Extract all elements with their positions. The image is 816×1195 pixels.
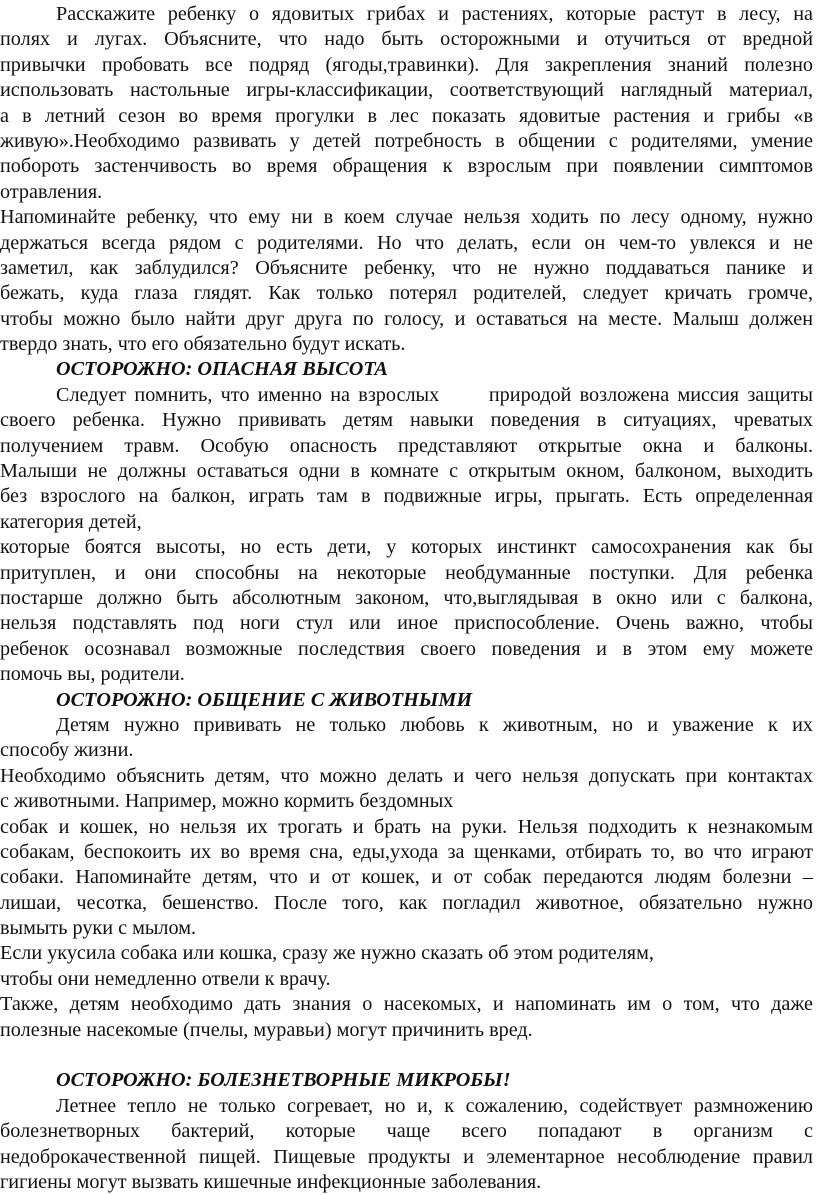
text-line: отравления. xyxy=(0,180,103,203)
text-line: недоброкачественной пищей. Пищевые продукты и элементарное несоблюдение правил xyxy=(0,1145,813,1168)
text-line: Расскажите ребенку о ядовитых грибах и растениях, которые растут в лесу, на xyxy=(56,3,813,25)
text-line: Напоминайте ребенку, что ему ни в коем случае нельзя ходить по лесу одному, нужно xyxy=(0,206,813,229)
text-line: собакам, беспокоить их во время сна, еды,ухода за щенками, отбирать то, во что играют xyxy=(0,840,813,863)
section-heading: ОСТОРОЖНО: БОЛЕЗНЕТВОРНЫЕ МИКРОБЫ! xyxy=(56,1069,511,1092)
text-line: с животными. Например, можно кормить бездомных xyxy=(0,790,454,813)
text-line: ребенок осознавал возможные последствия своего поведения и в этом ему можете xyxy=(0,637,813,660)
intro-paragraph xyxy=(0,2,816,205)
text-line: собак и кошек, но нельзя их трогать и брать на руки. Нельзя подходить к незнакомым xyxy=(0,815,813,838)
text-line: бежать, куда глаза глядят. Как только потерял родителей, следует кричать громче, xyxy=(0,282,813,305)
section-heading: ОСТОРОЖНО: ОБЩЕНИЕ С ЖИВОТНЫМИ xyxy=(56,688,473,711)
text-line: твердо знать, что его обязательно будут искать. xyxy=(0,333,406,356)
text-line: Если укусила собака или кошка, сразу же нужно сказать об этом родителям, xyxy=(0,942,654,965)
text-line: своего ребенка. Нужно прививать детям навыки поведения в ситуациях, чреватых xyxy=(0,409,813,432)
text-line: способу жизни. xyxy=(0,739,134,762)
section-heading: ОСТОРОЖНО: ОПАСНАЯ ВЫСОТА xyxy=(56,358,388,381)
text-line: полезные насекомые (пчелы, муравьи) могут причинить вред. xyxy=(0,1018,533,1041)
text-line: чтобы они немедленно отвели к врачу. xyxy=(0,967,331,990)
text-line: нельзя подставлять под ноги стул или иное приспособление. Очень важно, чтобы xyxy=(0,612,813,635)
text-line: а в летний сезон во время прогулки в лес показать ядовитые растения и грибы «в xyxy=(0,104,813,127)
text-line: Детям нужно прививать не только любовь к животным, но и уважение к их xyxy=(56,713,813,736)
text-line: болезнетворных бактерий, которые чаще всего попадают в организм с xyxy=(0,1120,813,1143)
text-line: чтобы можно было найти друг друга по голосу, и оставаться на месте. Малыш должен xyxy=(0,307,813,330)
text-line: которые боятся высоты, но есть дети, у которых инстинкт самосохранения как бы xyxy=(0,536,813,559)
animals-section xyxy=(0,688,816,1043)
text-line: Также, детям необходимо дать знания о насекомых, и напоминать им о том, что даже xyxy=(0,993,813,1016)
text-line: притуплен, и они способны на некоторые необдуманные поступки. Для ребенка xyxy=(0,561,813,584)
text-line: категория детей, xyxy=(0,510,142,533)
text-line: заметил, как заблудился? Объясните ребенку, что не нужно поддаваться панике и xyxy=(0,256,813,279)
height-section xyxy=(0,357,816,687)
text-line: Следует помнить, что именно на взрослых природой возложена миссия защиты xyxy=(56,383,813,406)
text-line: помочь вы, родители. xyxy=(0,663,185,686)
text-line: вымыть руки с мылом. xyxy=(0,917,197,940)
blank-line xyxy=(0,1043,816,1068)
text-line: побороть застенчивость во время обращения к взрослым при появлении симптомов xyxy=(0,155,813,178)
text-line: без взрослого на балкон, играть там в подвижные игры, прыгать. Есть определенная xyxy=(0,485,813,508)
microbes-section xyxy=(0,1068,816,1195)
text-line: живую».Необходимо развивать у детей потребность в общении с родителями, умение xyxy=(0,129,813,152)
text-line: получением травм. Особую опасность представляют открытые окна и балконы. xyxy=(0,434,813,457)
text-line: Малыши не должны оставаться одни в комнате с открытым окном, балконом, выходить xyxy=(0,460,813,483)
text-line: привычки пробовать все подряд (ягоды,травинки). Для закрепления знаний полезно xyxy=(0,53,813,76)
lost-in-forest-paragraph xyxy=(0,205,816,357)
text-line: лишаи, чесотка, бешенство. После того, как погладил животное, обязательно нужно xyxy=(0,891,813,914)
text-line: гигиены могут вызвать кишечные инфекционные заболевания. xyxy=(0,1170,542,1193)
text-line: держаться всегда рядом с родителями. Но что делать, если он чем-то увлекся и не xyxy=(0,231,813,254)
text-line: постарше должно быть абсолютным законом, что,выглядывая в окно или с балкона, xyxy=(0,586,813,609)
text-line: использовать настольные игры-классификации, соответствующий наглядный материал, xyxy=(0,79,813,102)
text-line: полях и лугах. Объясните, что надо быть осторожными и отучиться от вредной xyxy=(0,28,813,51)
text-line: собаки. Напоминайте детям, что и от кошек, и от собак передаются людям болезни – xyxy=(0,866,813,889)
text-line: Летнее тепло не только согревает, но и, к сожалению, содействует размножению xyxy=(56,1094,813,1117)
text-line: Необходимо объяснить детям, что можно делать и чего нельзя допускать при контактах xyxy=(0,764,813,787)
